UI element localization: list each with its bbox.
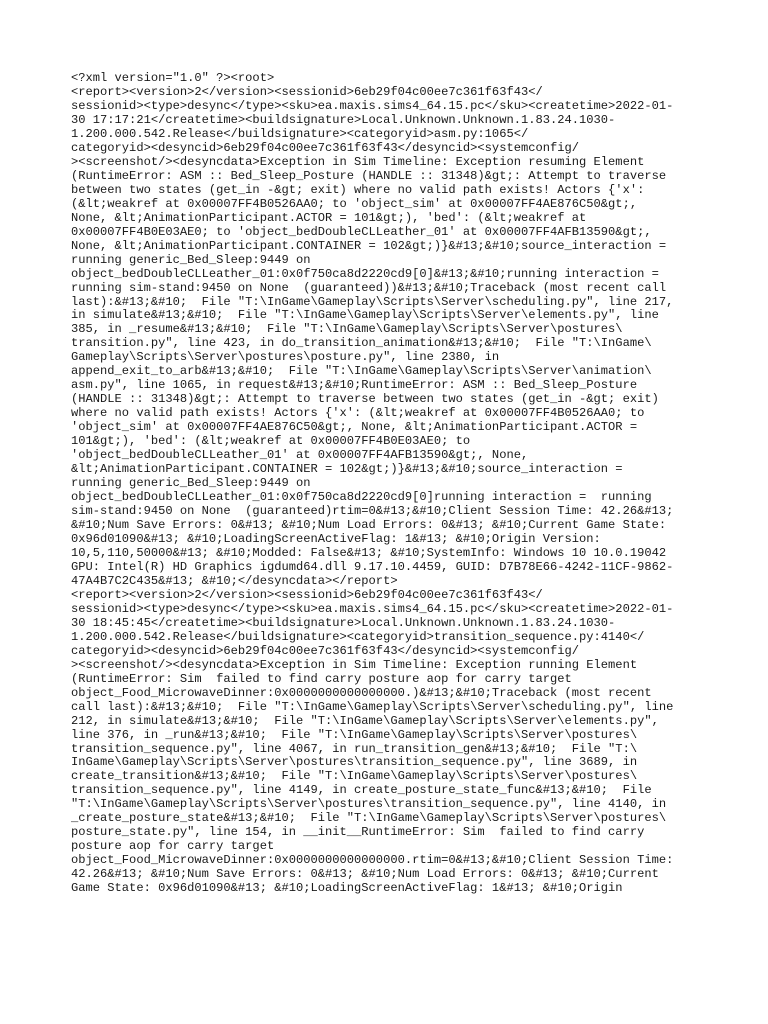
text-line: ><screenshot/><desyncdata>Exception in Sim Timeline: Exception running Element (71, 657, 638, 672)
text-line: "T:\InGame\Gameplay\Scripts\Server\postures\transition_sequence.py", line 4140, in (71, 797, 667, 812)
text-line: 0x00007FF4B0E03AE0; to 'object_bedDoubleCLLeather_01' at 0x00007FF4AFB13590&gt;, (71, 224, 652, 239)
text-line: (HANDLE :: 31348)&gt;: Attempt to traverse between two states (get_in -&gt; exit) (71, 392, 659, 407)
text-line: object_Food_MicrowaveDinner:0x0000000000000000.)&#13;&#10;Traceback (most recent (71, 685, 652, 700)
text-line: append_exit_to_arb&#13;&#10; File "T:\InGame\Gameplay\Scripts\Server\animation\ (71, 364, 652, 379)
text-line: 1.200.000.542.Release</buildsignature><categoryid>asm.py:1065</ (71, 126, 529, 141)
text-line: <?xml version="1.0" ?><root> (71, 71, 275, 85)
text-line: object_bedDoubleCLLeather_01:0x0f750ca8d2220cd9[0]running interaction = running (71, 490, 652, 505)
text-line: object_Food_MicrowaveDinner:0x0000000000000000.rtim=0&#13;&#10;Client Session Time: (71, 853, 674, 868)
text-line: 212, in simulate&#13;&#10; File "T:\InGame\Gameplay\Scripts\Server\elements.py", (71, 713, 659, 728)
text-line: 101&gt;), 'bed': (&lt;weakref at 0x00007FF4B0E03AE0; to (71, 434, 471, 449)
text-line: &lt;AnimationParticipant.CONTAINER = 102&gt;)}&#13;&#10;source_interaction = (71, 462, 623, 477)
text-line: line 376, in _run&#13;&#10; File "T:\InGame\Gameplay\Scripts\Server\postures\ (71, 727, 638, 742)
text-line: running generic_Bed_Sleep:9449 on (71, 476, 311, 491)
text-line: 385, in _resume&#13;&#10; File "T:\InGame\Gameplay\Scripts\Server\postures\ (71, 322, 623, 337)
text-line: object_bedDoubleCLLeather_01:0x0f750ca8d2220cd9[0]&#13;&#10;running interaction = (71, 266, 659, 281)
text-line: running sim-stand:9450 on None (guaranteed))&#13;&#10;Traceback (most recent call (71, 280, 667, 295)
text-line: ><screenshot/><desyncdata>Exception in Sim Timeline: Exception resuming Element (71, 154, 645, 169)
text-line: sessionid><type>desync</type><sku>ea.maxis.sims4_64.15.pc</sku><createtime>2022-01- (71, 98, 674, 113)
text-line: categoryid><desyncid>6eb29f04c00ee7c361f63f43</desyncid><systemconfig/ (71, 140, 580, 155)
text-line: _create_posture_state&#13;&#10; File "T:\InGame\Gameplay\Scripts\Server\postures\ (71, 811, 667, 826)
text-line: (&lt;weakref at 0x00007FF4B0526AA0; to 'object_sim' at 0x00007FF4AE876C50&gt;, (71, 196, 638, 211)
text-line: transition_sequence.py", line 4149, in create_posture_state_func&#13;&#10; File (71, 783, 652, 798)
text-line: <report><version>2</version><sessionid>6eb29f04c00ee7c361f63f43</ (71, 84, 543, 99)
text-line: 42.26&#13; &#10;Num Save Errors: 0&#13; &#10;Num Load Errors: 0&#13; &#10;Current (71, 867, 659, 882)
text-line: Game State: 0x96d01090&#13; &#10;LoadingScreenActiveFlag: 1&#13; &#10;Origin (71, 881, 623, 896)
text-line: &#10;Num Save Errors: 0&#13; &#10;Num Load Errors: 0&#13; &#10;Current Game State: (71, 518, 667, 532)
text-line: in simulate&#13;&#10; File "T:\InGame\Gameplay\Scripts\Server\elements.py", line (71, 308, 659, 323)
text-line: GPU: Intel(R) HD Graphics igdumd64.dll 9.17.10.4459, GUID: D7B78E66-4242-11CF-9862- (71, 559, 674, 574)
text-line: None, &lt;AnimationParticipant.ACTOR = 101&gt;), 'bed': (&lt;weakref at (71, 210, 587, 225)
text-line: 0x96d01090&#13; &#10;LoadingScreenActiveFlag: 1&#13; &#10;Origin Version: (71, 531, 601, 546)
text-line: posture aop for carry target (71, 839, 275, 854)
log-text-block (71, 72, 711, 896)
text-line: 1.200.000.542.Release</buildsignature><categoryid>transition_sequence.py:4140</ (71, 629, 645, 644)
text-line: sessionid><type>desync</type><sku>ea.maxis.sims4_64.15.pc</sku><createtime>2022-01- (71, 601, 674, 616)
text-line: between two states (get_in -&gt; exit) where no valid path exists! Actors {'x': (71, 182, 645, 197)
text-line: None, &lt;AnimationParticipant.CONTAINER = 102&gt;)}&#13;&#10;source_interaction = (71, 238, 667, 253)
text-line: InGame\Gameplay\Scripts\Server\postures\transition_sequence.py", line 3689, in (71, 755, 638, 770)
text-line: sim-stand:9450 on None (guaranteed)rtim=0&#13;&#10;Client Session Time: 42.26&#13; (71, 504, 674, 519)
text-line: <report><version>2</version><sessionid>6eb29f04c00ee7c361f63f43</ (71, 587, 543, 602)
text-line: running generic_Bed_Sleep:9449 on (71, 252, 311, 267)
text-line: last):&#13;&#10; File "T:\InGame\Gameplay\Scripts\Server\scheduling.py", line 217, (71, 294, 674, 309)
text-line: create_transition&#13;&#10; File "T:\InGame\Gameplay\Scripts\Server\postures\ (71, 769, 638, 784)
text-line: 30 17:17:21</createtime><buildsignature>Local.Unknown.Unknown.1.83.24.1030- (71, 112, 616, 127)
text-line: where no valid path exists! Actors {'x': (&lt;weakref at 0x00007FF4B0526AA0; to (71, 406, 645, 421)
text-line: transition_sequence.py", line 4067, in run_transition_gen&#13;&#10; File "T:\ (71, 741, 638, 756)
text-line: posture_state.py", line 154, in __init__RuntimeError: Sim failed to find carry (71, 825, 645, 840)
text-line: (RuntimeError: Sim failed to find carry posture aop for carry target (71, 671, 572, 686)
text-line: asm.py", line 1065, in request&#13;&#10;RuntimeError: ASM :: Bed_Sleep_Posture (71, 378, 638, 393)
text-line: 'object_bedDoubleCLLeather_01' at 0x00007FF4AFB13590&gt;, None, (71, 448, 529, 463)
text-line: transition.py", line 423, in do_transition_animation&#13;&#10; File "T:\InGame\ (71, 336, 652, 351)
text-line: categoryid><desyncid>6eb29f04c00ee7c361f63f43</desyncid><systemconfig/ (71, 643, 580, 658)
text-line: Gameplay\Scripts\Server\postures\posture.py", line 2380, in (71, 350, 500, 365)
text-line: 30 18:45:45</createtime><buildsignature>Local.Unknown.Unknown.1.83.24.1030- (71, 615, 616, 630)
text-line: 'object_sim' at 0x00007FF4AE876C50&gt;, None, &lt;AnimationParticipant.ACTOR = (71, 420, 638, 435)
text-line: call last):&#13;&#10; File "T:\InGame\Gameplay\Scripts\Server\scheduling.py", line (71, 699, 674, 714)
text-line: (RuntimeError: ASM :: Bed_Sleep_Posture (HANDLE :: 31348)&gt;: Attempt to traverse (71, 168, 667, 183)
text-line: 47A4B7C2C435&#13; &#10;</desyncdata></report> (71, 573, 398, 588)
text-line: 10,5,110,50000&#13; &#10;Modded: False&#13; &#10;SystemInfo: Windows 10 10.0.19042 (71, 545, 667, 560)
